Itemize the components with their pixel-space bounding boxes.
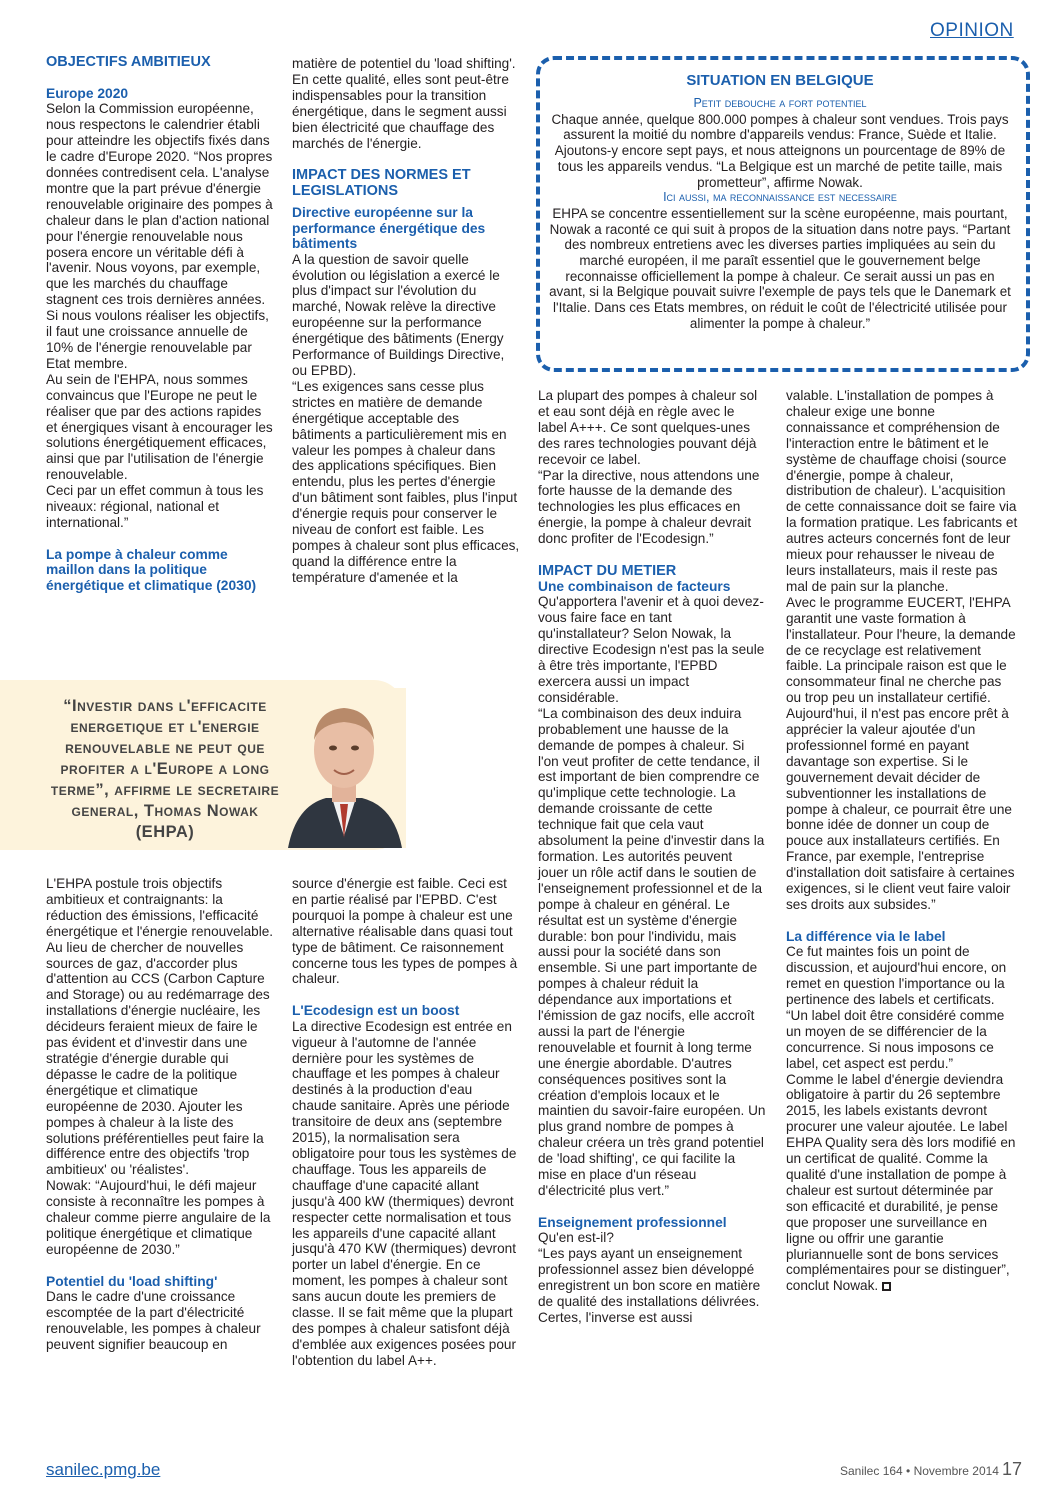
column-4 xyxy=(786,388,1018,1294)
subheading-ecodesign: L'Ecodesign est un boost xyxy=(292,1003,460,1019)
box-subheading-1: Petit debouche a fort potentiel xyxy=(693,96,867,110)
sidebar-box-content xyxy=(548,72,1012,332)
paragraph: “Les exigences sans cesse plus strictes en matière de demande énergétique acceptable des bâtiments a particulièrement mis en valeur les pompes à chaleur dans des applications spécifiques. Bien entendu, plus les pertes d'énergie d'un bâtiment sont faibles, plus l'input d'énergie requis pour conserver le niveau de confort est faible. Les pompes à chaleur sont plus efficaces, quand la différence entre la température d'amenée et la xyxy=(292,378,520,585)
paragraph: Nowak: “Aujourd'hui, le défi majeur consiste à reconnaître les pompes à chaleur comme pierre angulaire de la politique énergétique et climatique européenne de 2030.” xyxy=(46,1178,271,1257)
paragraph: valable. L'installation de pompes à chaleur exige une bonne connaissance et compréhension de l'interaction entre le bâtiment et le système de chauffage choisi (source d'énergie, pompe à chaleur, distribution de chaleur). L'acquisition de cette connaissance doit se faire via la formation pratique. Les fabricants et autres acteurs concernés font de leur mieux pour rehausser le niveau de leurs installateurs, mais il reste pas mal de pain sur la planche. xyxy=(786,388,1018,594)
paragraph: La plupart des pompes à chaleur sol et eau sont déjà en règle avec le label A+++. Ce sont quelques-unes des rares technologies pouvant déjà recevoir ce label. xyxy=(538,388,758,467)
paragraph: source d'énergie est faible. Ceci est en partie réalisé par l'EPBD. C'est pourquoi la pompe à chaleur est une alternative réalisable dans quasi tout type de bâtiment. Ce raisonnement concerne tous les types de pompes à chaleur. xyxy=(292,876,518,987)
portrait-photo xyxy=(282,688,406,848)
subheading-pompe-maillon: La pompe à chaleur comme maillon dans la politique énergétique et climatique (2030) xyxy=(46,546,257,593)
paragraph: Dans le cadre d'une croissance escomptée de la part d'électricité renouvelable, les pompes à chaleur peuvent signifier beaucoup en xyxy=(46,1289,261,1352)
column-1-top xyxy=(46,54,274,593)
paragraph: Avec le programme EUCERT, l'EHPA garantit une vaste formation à l'installateur. Pour l'heure, la demande de ce recyclage est relativement faible. La principale raison est que le consommateur final ne cherche pas ou trop peu un installateur certifié. Aujourd'hui, il n'est pas encore prêt à apprécier la valeur ajoutée d'un professionnel formé en payant davantage son expertise. Si le gouvernement devait décider de subventionner les installations de pompe à chaleur, ce pourrait être une bonne idée de donner un coup de pouce aux installateurs certifiés. En France, par exemple, l'entreprise d'installation doit satisfaire à certaines exigences, si le client veut faire valoir ses droits aux subsides.” xyxy=(786,594,1016,912)
box-title: SITUATION EN BELGIQUE xyxy=(686,72,874,89)
subheading-combinaison: Une combinaison de facteurs xyxy=(538,579,731,595)
subheading-enseignement: Enseignement professionnel xyxy=(538,1214,727,1230)
subheading-load-shifting: Potentiel du 'load shifting' xyxy=(46,1273,218,1289)
paragraph: Si nous voulons réaliser les objectifs, il faut une croissance annuelle de 10% de l'énergie renouvelable par Etat membre. xyxy=(46,308,269,371)
paragraph: Selon la Commission européenne, nous respectons le calendrier établi pour atteindre les objectifs fixés dans le cadre d'Europe 2020. “Nos propres données contredisent cela. L'analyse montre que la part prévue d'énergie renouvelable originaire des pompes à chaleur dans le plan d'action national pour l'énergie renouvelable nous posera encore un véritable défi à l'avenir. Nous voyons, par exemple, que les marchés du chauffage stagnent ces trois dernières années. xyxy=(46,101,273,308)
pullquote-text: “Investir dans l'efficacite energetique et l'energie renouvelable ne peut que profiter a l'Europe a long terme”, affirme le secretaire general, Thomas Nowak (EHPA) xyxy=(50,697,280,841)
section-label: OPINION xyxy=(930,20,1014,41)
column-2-bottom xyxy=(292,876,520,1369)
heading-objectifs: OBJECTIFS AMBITIEUX xyxy=(46,54,211,70)
subheading-europe-2020: Europe 2020 xyxy=(46,86,129,101)
subheading-directive-epbd: Directive européenne sur la performance énergétique des bâtiments xyxy=(292,205,486,252)
paragraph: “Par la directive, nous attendons une forte hausse de la demande des technologies les plus efficaces en énergie, la pompe à chaleur devrait donc profiter de l'Ecodesign.” xyxy=(538,467,760,547)
paragraph: Qu'en est-il? xyxy=(538,1230,614,1246)
box-subheading-2: Ici aussi, ma reconnaissance est necessaire xyxy=(663,190,897,205)
paragraph xyxy=(786,1072,1018,1295)
paragraph: Ceci par un effet commun à tous les niveaux: régional, national et international.” xyxy=(46,483,264,530)
paragraph: Qu'apportera l'avenir et à quoi devez-vous faire face en tant qu'installateur? Selon Nowak, la directive Ecodesign n'est pas la seule à être très importante, l'EPBD exercera aussi un impact considérable. xyxy=(538,594,765,705)
paragraph-text: Comme le label d'énergie deviendra obligatoire à partir du 26 septembre 2015, les labels existants devront procurer une valeur ajoutée. Le label EHPA Quality sera dès lors modifié en un certificat de qualité. Comme la qualité d'une installation de pompe à chaleur est surtout déterminée par son efficacité et durabilité, je pense que proposer une surveillance en ligne ou offrir une garantie pluriannuelle sont de bons services complémentaires pour se distinguer”, conclut Nowak. xyxy=(786,1071,1016,1294)
box-paragraph: EHPA se concentre essentiellement sur la scène européenne, mais pourtant, Nowak a raconté ce qui suit à propos de la situation dans notre pays. “Partant des nombreux entretiens avec les diverses parties impliquées au sein du marché européen, il me paraît essentiel que le gouvernement belge reconnaisse officiellement la pompe à chaleur. Ce serait aussi un pas en avant, si la Belgique pouvait suivre l'exemple de pays tels que le Danemark et l'Italie. Dans ces Etats membres, on réduit le coût de l'électricité utilisée pour alimenter la pompe à chaleur.” xyxy=(549,205,1011,331)
paragraph: Au sein de l'EHPA, nous sommes convaincus que l'Europe ne peut le réaliser que par des actions rapides et énergiques visant à encourager les solutions énergétiquement efficaces, ainsi que par l'utilisation de l'énergie renouvelable. xyxy=(46,371,273,483)
column-3 xyxy=(538,388,766,1326)
website-link[interactable]: sanilec.pmg.be xyxy=(46,1460,161,1479)
issue-info: Sanilec 164 • Novembre 2014 xyxy=(840,1464,999,1478)
paragraph: L'EHPA postule trois objectifs ambitieux et contraignants: la réduction des émissions, l'efficacité énergétique et l'énergie renouvelable. Au lieu de chercher de nouvelles sources de gaz, d'accorder plus d'attention au CCS (Carbon Capture and Storage) ou au redémarrage des installations d'énergie nucléaire, les décideurs feraient mieux de faire le pas évident et d'investir dans une stratégie d'énergie durable qui dépasse le cadre de la politique énergétique et climatique européenne de 2030. Ajouter les pompes à chaleur à la liste des solutions préférentielles peut faire la différence entre des objectifs 'trop ambitieux' ou 'réalistes'. xyxy=(46,876,274,1178)
column-1-bottom xyxy=(46,876,274,1353)
heading-impact-normes: IMPACT DES NORMES ET LEGISLATIONS xyxy=(292,167,471,200)
paragraph: “La combinaison des deux induira probablement une hausse de la demande de pompes à chaleur. Si l'on veut profiter de cette tendance, il est important de bien comprendre ce qu'implique cette technologie. La demande croissante de cette technique fait que cela vaut absolument la peine d'investir dans la formation. Les autorités peuvent jouer un rôle actif dans le soutien de l'enseignement professionnel et de la pompe à chaleur en général. Le résultat est un système d'énergie durable: bon pour l'individu, mais aussi pour la société dans son ensemble. Si une part importante de pompes à chaleur réduit la dépendance aux importations et l'émission de gaz nocifs, elle accroît aussi la part de l'énergie renouvelable et fournit à long terme une énergie abordable. D'autres conséquences positives sont la création d'emplois locaux et le maintien du savoir-faire européen. Un plus grand nombre de pompes à chaleur créera un très grand potentiel de 'load shifting', ce qui facilite la mise en place d'un réseau d'électricité plus vert.” xyxy=(538,705,766,1198)
column-2-top xyxy=(292,56,520,586)
paragraph: A la question de savoir quelle évolution ou législation a exercé le plus d'impact sur l'évolution du marché, Nowak relève la directive européenne sur la performance énergétique des bâtiments (Energy Performance of Buildings Directive, ou EPBD). xyxy=(292,251,505,378)
paragraph: “Les pays ayant un enseignement professionnel assez bien développé enregistrent un bon score en matière de qualité des installations délivrées. Certes, l'inverse est aussi xyxy=(538,1246,761,1325)
paragraph: La directive Ecodesign est entrée en vigueur à l'automne de l'année dernière pour les systèmes de chauffage et les pompes à chaleur destinés à la production d'eau chaude sanitaire. Après une période transitoire de deux ans (septembre 2015), la normalisation sera obligatoire pour tous les systèmes de chauffage. Tous les appareils de chauffage d'une capacité allant jusqu'à 400 kW (thermiques) devront respecter cette normalisation et tous les appareils d'une capacité allant jusqu'à 470 KW (thermiques) devront porter un label d'énergie. En ce moment, les pompes à chaleur sont sans aucun doute les premiers de classe. Il se fait même que la plupart des pompes à chaleur satisfont déjà d'emblée aux exigences posées pour l'obtention du label A++. xyxy=(292,1018,517,1368)
heading-impact-metier: IMPACT DU METIER xyxy=(538,563,677,580)
paragraph: Ce fut maintes fois un point de discussion, et aujourd'hui encore, on remet en question l'importance ou la pertinence des labels et certificats. “Un label doit être considéré comme un moyen de se différencier de la concurrence. Si nous imposons ce label, cet aspect est perdu.” xyxy=(786,944,1007,1071)
box-paragraph: Chaque année, quelque 800.000 pompes à chaleur sont vendues. Trois pays assurent la moitié du nombre d'appareils vendus: France, Suède et Italie. Ajoutons-y encore sept pays, et nous atteignons un pourcentage de 89% de tous les appareils vendus. “La Belgique est un marché de petite taille, mais prometteur”, affirme Nowak. xyxy=(551,111,1009,190)
end-square-icon xyxy=(882,1282,891,1291)
page-number: 17 xyxy=(1002,1459,1023,1479)
subheading-difference-label: La différence via le label xyxy=(786,928,946,944)
paragraph: matière de potentiel du 'load shifting'. En cette qualité, elles sont peut-être indispensables pour la transition énergétique, dans le segment aussi bien électricité que chauffage des marchés de l'énergie. xyxy=(292,56,516,151)
